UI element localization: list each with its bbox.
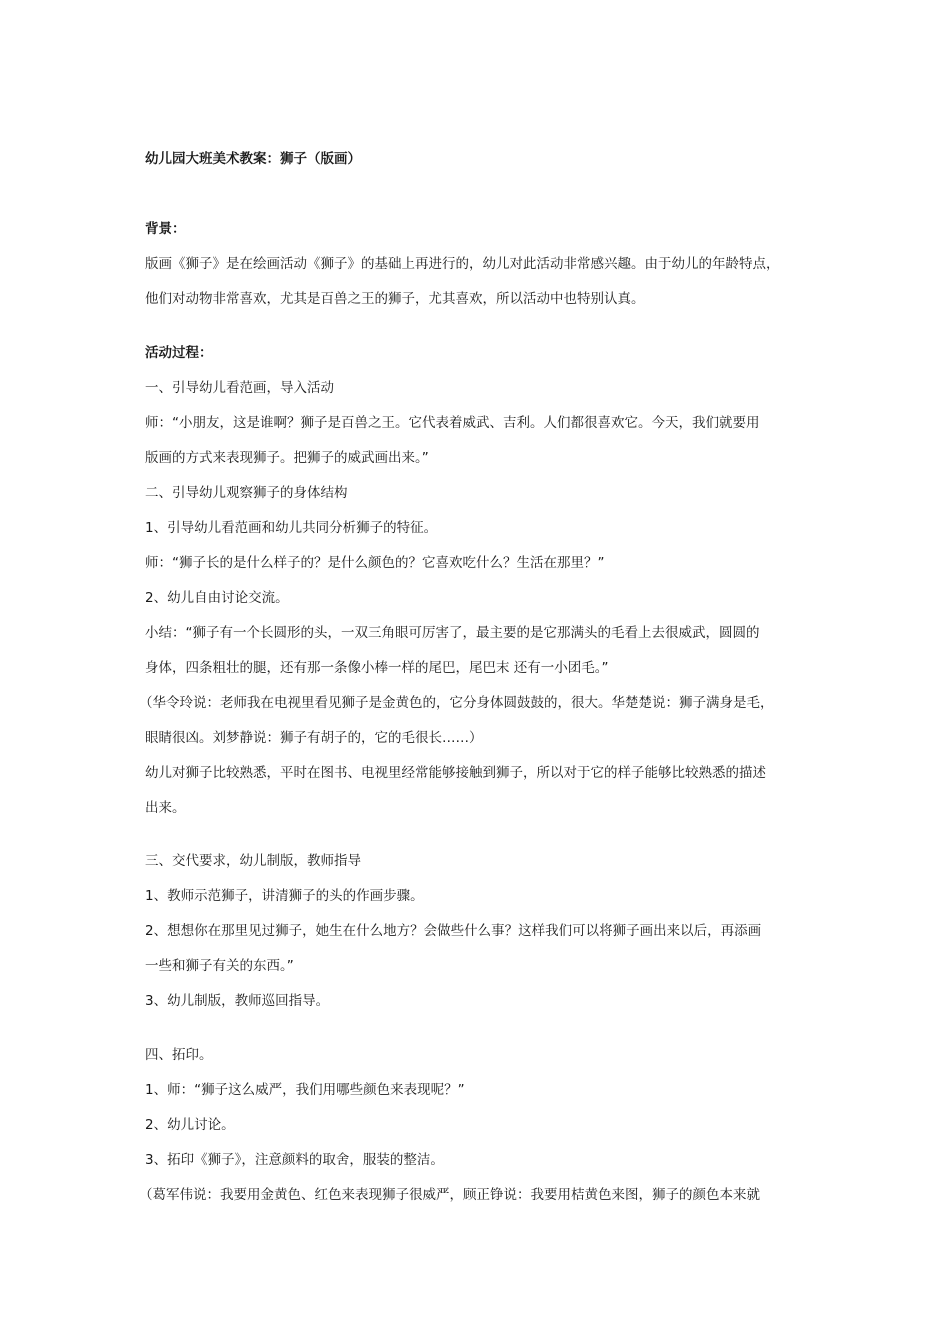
paragraph-line: 1、师：“狮子这么威严，我们用哪些颜色来表现呢？”: [145, 1082, 465, 1098]
paragraph-line: 版画《狮子》是在绘画活动《狮子》的基础上再进行的，幼儿对此活动非常感兴趣。由于幼儿的年龄特点，: [145, 256, 780, 272]
background-heading: 背景：: [145, 221, 186, 237]
paragraph-line: 3、拓印《狮子》，注意颜料的取舍，服装的整洁。: [145, 1152, 444, 1168]
paragraph-line: 师：“小朋友，这是谁啊？狮子是百兽之王。它代表着威武、吉利。人们都很喜欢它。今天，我们就要用: [145, 415, 760, 431]
paragraph-line: 师：“狮子长的是什么样子的？是什么颜色的？它喜欢吃什么？生活在那里？”: [145, 555, 605, 571]
paragraph-line: 幼儿对狮子比较熟悉，平时在图书、电视里经常能够接触到狮子，所以对于它的样子能够比较熟悉的描述: [145, 765, 766, 781]
section-heading: 三、交代要求，幼儿制版，教师指导: [145, 853, 361, 869]
paragraph-line: 眼睛很凶。刘梦静说：狮子有胡子的，它的毛很长……）: [145, 730, 483, 746]
section-heading: 一、引导幼儿看范画，导入活动: [145, 380, 334, 396]
paragraph-line: 版画的方式来表现狮子。把狮子的威武画出来。”: [145, 450, 429, 466]
section-heading: 二、引导幼儿观察狮子的身体结构: [145, 485, 348, 501]
paragraph-line: （华令玲说：老师我在电视里看见狮子是金黄色的，它分身体圆鼓鼓的，很大。华楚楚说：狮子满身是毛，: [139, 695, 774, 711]
section-heading: 四、拓印。: [145, 1047, 213, 1063]
paragraph-line: 出来。: [145, 800, 186, 816]
page-title: 幼儿园大班美术教案：狮子（版画）: [145, 151, 361, 167]
paragraph-line: 他们对动物非常喜欢，尤其是百兽之王的狮子，尤其喜欢，所以活动中也特别认真。: [145, 291, 645, 307]
paragraph-line: （葛军伟说：我要用金黄色、红色来表现狮子很威严，顾正铮说：我要用桔黄色来图，狮子的颜色本来就: [139, 1187, 760, 1203]
paragraph-line: 2、幼儿自由讨论交流。: [145, 590, 289, 606]
process-heading: 活动过程：: [145, 345, 213, 361]
paragraph-line: 一些和狮子有关的东西。”: [145, 958, 294, 974]
paragraph-line: 2、想想你在那里见过狮子，她生在什么地方？会做些什么事？这样我们可以将狮子画出来以后，再添画: [145, 923, 762, 939]
paragraph-line: 2、幼儿讨论。: [145, 1117, 235, 1133]
paragraph-line: 小结：“狮子有一个长圆形的头，一双三角眼可厉害了，最主要的是它那满头的毛看上去很威武，圆圆的: [145, 625, 760, 641]
paragraph-line: 3、幼儿制版，教师巡回指导。: [145, 993, 330, 1009]
paragraph-line: 1、教师示范狮子，讲清狮子的头的作画步骤。: [145, 888, 424, 904]
paragraph-line: 身体，四条粗壮的腿，还有那一条像小棒一样的尾巴，尾巴末 还有一小团毛。”: [145, 660, 609, 676]
paragraph-line: 1、引导幼儿看范画和幼儿共同分析狮子的特征。: [145, 520, 438, 536]
